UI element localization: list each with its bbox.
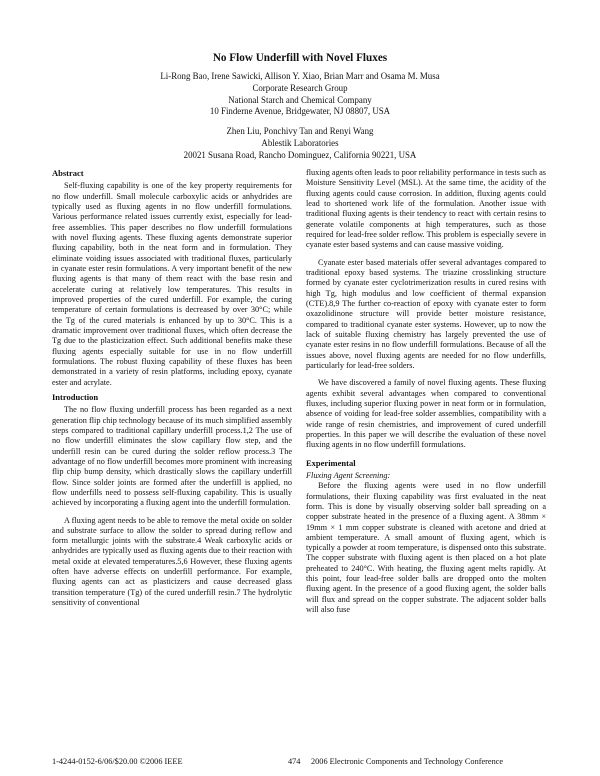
body-paragraph: Before the fluxing agents were used in no flow underfill formulations, their fluxing capability was first evaluated in the neat form. This is done by visually observing solder ball spreading on a copper substrate heated in the presence of a fluxing agent. A 38mm × 19mm × 1 mm copper substrate is cleaned with acetone and dried at ambient temperature. A small amount of fluxing agent, which is typically a powder at room temperature, is dispensed onto this substrate. The copper substrate with fluxing agent is then placed on a hot plate preheated to 240°C. With heating, the fluxing agent melts rapidly. At this point, four lead-free solder balls are dropped onto the molten fluxing agent. In the presence of a good fluxing agent, the solder balls will flux and spread on the copper substrate. The adjacent solder balls will also fuse [306,481,546,615]
footer-page-number: 474 [288,757,301,766]
left-column [52,168,292,612]
body-paragraph: Cyanate ester based materials offer several advantages compared to traditional epoxy based systems. The triazine crosslinking structure formed by cyanate ester cyclotrimerization results in cured resins with high Tg, high modulus and low coefficient of thermal expansion (CTE).8,9 The further co-reaction of epoxy with cyanate ester to form oxazolidinone structure will provide better moisture resistance, compared to traditional cyanate ester systems. However, up to now the lack of suitable fluxing chemistry has largely prevented the use of cyanate ester resins in no flow underfill formulations. Because of all the issues above, novel fluxing agents are needed for no flow underfills, particularly for lead-free solders. [306,257,546,370]
paper-title: No Flow Underfill with Novel Fluxes [212,52,388,64]
affiliation-address: 10 Finderne Avenue, Bridgewater, NJ 08807, USA [209,106,391,117]
author-names: Zhen Liu, Ponchivy Tan and Renyi Wang [226,126,374,136]
introduction-heading: Introduction [52,391,99,402]
right-column [306,168,546,619]
affiliation-organization: Ablestik Laboratories [261,137,339,148]
body-paragraph: A fluxing agent needs to be able to remove the metal oxide on solder and substrate surface to allow the solder to spread during reflow and form metallurgic joints with the substrate.4 Weak carboxylic acids or anhydrides are typically used as fluxing agents due to their reaction with metal oxide at elevated temperatures.5,6 However, these fluxing agents often have adverse effects on underfill performance. For example, fluxing agents can act as plasticizers and cause decreased glass transition temperature (Tg) of the cured underfill resin.7 The hydrolytic sensitivity of conventional [52,515,292,608]
author-names: Li-Rong Bao, Irene Sawicki, Allison Y. Xiao, Brian Marr and Osama M. Musa [160,71,440,81]
body-paragraph: fluxing agents often leads to poor reliability performance in tests such as Moisture Sensitivity Level (MSL). At the same time, the acidity of the fluxing agents could cause corrosion. In addition, fluxing agents could lead to shortened work life of the formulation. Another issue with traditional fluxing agents is their tendency to react with certain resins to generate volatile components at high temperatures, such as those required for lead-free solder reflow. This problem is especially severe in cyanate ester based systems and can cause massive voiding. [306,168,546,250]
abstract-section [52,168,292,388]
abstract-heading: Abstract [52,168,84,178]
experimental-subheading: Fluxing Agent Screening: [306,470,391,480]
experimental-section [306,458,546,616]
affiliation-block-2 [0,126,600,161]
experimental-heading: Experimental [306,457,356,468]
affiliation-organization: National Starch and Chemical Company [228,94,372,105]
body-paragraph: The no flow fluxing underfill process has been regarded as a next generation flip chip technology because of its much simplified assembly steps compared to traditional capillary underfill process.1,2 The use of no flow underfill eliminates the slow capillary flow step, and the underfill resin can be cured during the solder reflow process.3 The advantage of no flow underfill becomes more prominent with increasing flip chip bump density, which drastically slows the capillary underfill flow. Since solder joints are formed after the underfill is applied, no flow underfills need to possess self-fluxing capability. This is usually achieved by incorporating a fluxing agent into the underfill formulation. [52,405,292,508]
footer-copyright: 1-4244-0152-6/06/$20.00 ©2006 IEEE [52,757,183,766]
footer-conference: 2006 Electronic Components and Technology Conference [311,757,504,766]
introduction-section [52,392,292,609]
abstract-paragraph: Self-fluxing capability is one of the key property requirements for no flow underfill. Small molecule carboxylic acids or anhydrides are typically used as fluxing agents in no flow underfill formulations. Various performance related issues currently exist, especially for lead-free assemblies. This paper describes no flow underfill formulations with novel fluxing agents. These fluxing agents demonstrate superior fluxing capability, both in the neat form and in formulation. They eliminate voiding issues associated with traditional fluxes, particularly in cyanate ester resin formulations. A very important benefit of the new fluxing agents is that many of them react with the base resin and accelerate curing at relatively low temperatures. This results in improved properties of the cured underfill. For example, the curing temperature of certain formulations is decreased by over 30°C; while the Tg of the cured materials is enhanced by up to 30°C. This is a dramatic improvement over traditional fluxes, which often decrease the Tg due to the plasticization effect. Such additional benefits make these fluxing agents especially suitable for use in no flow underfill formulations. The robust fluxing capability of these fluxes has been demonstrated in a variety of resin platforms, including epoxy, cyanate ester and acrylate. [52,181,292,387]
affiliation-group: Corporate Research Group [252,82,348,93]
affiliation-block-1 [0,71,600,118]
affiliation-address: 20021 Susana Road, Rancho Dominguez, California 90221, USA [183,149,417,160]
body-paragraph: We have discovered a family of novel fluxing agents. These fluxing agents exhibit several advantages when compared to conventional fluxes, including superior fluxing power in neat form or in formulation, absence of voiding for lead-free solder assemblies, compatibility with a wide range of resin chemistries, and improvement of cured underfill properties. In this paper we will describe the evaluation of these novel fluxing agents in no flow underfill formulations. [306,378,546,450]
